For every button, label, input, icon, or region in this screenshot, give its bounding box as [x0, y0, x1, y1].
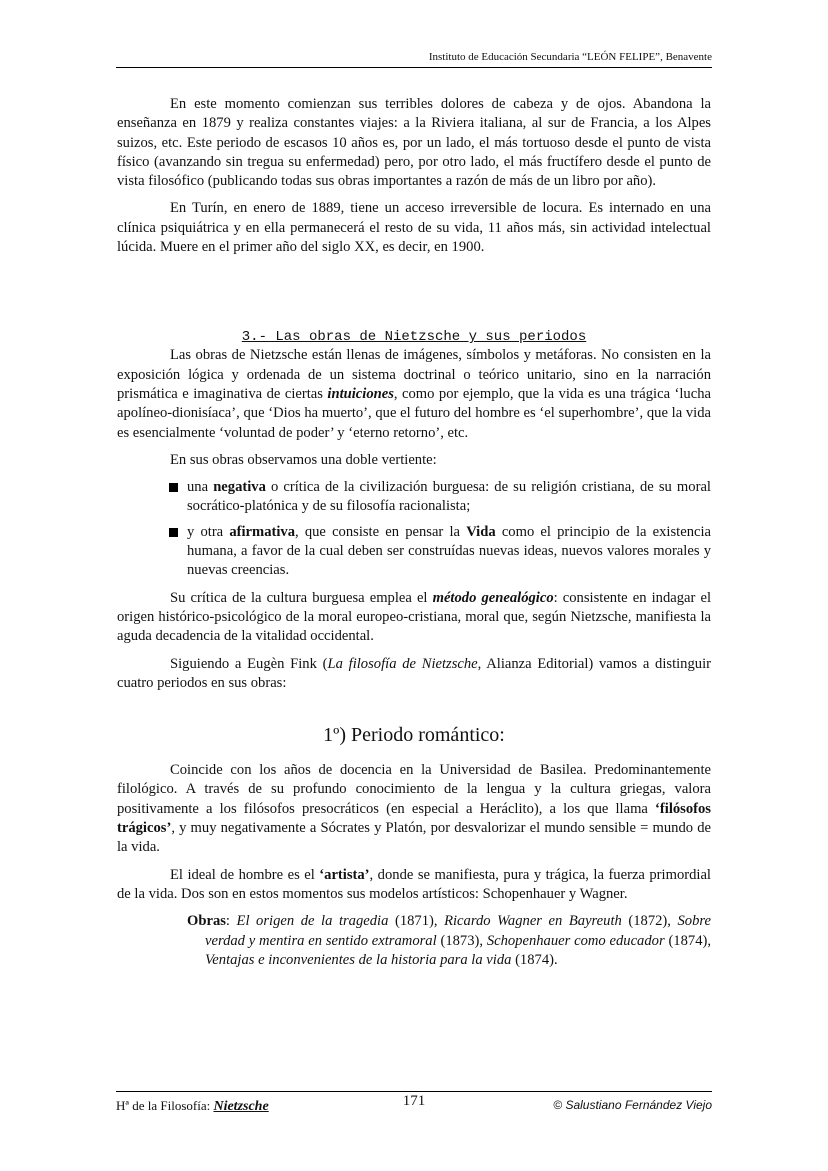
period-title: 1º) Periodo romántico: — [323, 724, 505, 747]
page-header — [116, 50, 712, 68]
section-paragraph-3: Su crítica de la cultura burguesa emplea el método genealógico: consistente en indagar el origen histórico-psicológico de la moral europeo-cristiana, moral que, según Nietzsche, manifiesta la aguda decadencia de la vitalidad occidental. — [117, 589, 711, 645]
list-item: una negativa o crítica de la civilización burguesa: de su religión cristiana, de su moral socrático-platónica y de su filosofía racionalista; — [117, 478, 711, 517]
period-paragraph-2: El ideal de hombre es el ‘artista’, donde se manifiesta, pura y trágica, la fuerza primordial de la vida. Dos son en estos momentos sus modelos artísticos: Schopenhauer y Wagner. — [117, 866, 711, 902]
works-list: Obras: El origen de la tragedia (1871), Ricardo Wagner en Bayreuth (1872), Sobre verdad y mentira en sentido extramoral (1873), Schopenhauer como educador (1874), Ventajas e inconvenientes de la historia para la vida (1874). — [187, 913, 711, 968]
section-title: 3.- Las obras de Nietzsche y sus periodos — [241, 329, 587, 346]
section-paragraph-4: Siguiendo a Eugèn Fink (La filosofía de Nietzsche, Alianza Editorial) vamos a distinguir cuatro periodos en sus obras: — [117, 655, 711, 691]
section-paragraph-2: En sus obras observamos una doble vertiente: — [170, 451, 437, 468]
footer-course: Hª de la Filosofía: Nietzsche — [116, 1098, 269, 1114]
bullet-list — [117, 478, 711, 580]
intro-paragraph-1: En este momento comienzan sus terribles dolores de cabeza y de ojos. Abandona la enseñanza en 1879 y realiza constantes viajes: a la Riviera italiana, al sur de Francia, a los Alpes suizos, etc. Este periodo de escasos 10 años es, por un lado, el más tortuoso desde el punto de vista físico (avanzando sin tregua su enfermedad) pero, por otro lado, el más fructífero desde el punto de vista filosófico (publicando todas sus obras importantes a razón de más de un libro por año). — [117, 96, 711, 190]
institute-name: Instituto de Educación Secundaria “LEÓN FELIPE”, Benavente — [428, 51, 712, 63]
period-paragraph-1: Coincide con los años de docencia en la Universidad de Basilea. Predominantemente filológico. A través de su profundo conocimiento de la lengua y la cultura griegas, valora positivamente a los filósofos presocráticos (en especial a Heráclito), a los que llama ‘filósofos trágicos’, y muy negativamente a Sócrates y Platón, por desvalorizar el mundo sensible = mundo de la vida. — [117, 762, 711, 856]
page-footer — [116, 1091, 712, 1116]
main-content — [117, 95, 711, 978]
list-item: y otra afirmativa, que consiste en pensar la Vida como el principio de la existencia humana, a favor de la cual deben ser construídas nuevas ideas, nuevos valores morales y nuevas creencias. — [117, 523, 711, 581]
intro-paragraph-2: En Turín, en enero de 1889, tiene un acceso irreversible de locura. Es internado en una clínica psiquiátrica y en ella permanecerá el resto de su vida, 11 años más, sin actividad intelectual lúcida. Muere en el primer año del siglo XX, es decir, en 1900. — [117, 200, 711, 256]
footer-author: © Salustiano Fernández Viejo — [553, 1098, 712, 1112]
square-bullet-icon — [169, 483, 178, 492]
square-bullet-icon — [169, 528, 178, 537]
section-paragraph-1: Las obras de Nietzsche están llenas de imágenes, símbolos y metáforas. No consisten en la exposición lógica y ordenada de un sistema doctrinal o teórico unitario, sino en la narración prismática e imaginativa de ciertas intuiciones, como por ejemplo, que la vida es una trágica ‘lucha apolíneo-dionisíaca’, que ‘Dios ha muerto’, que el futuro del hombre es ‘el superhombre’, que la vida es esencialmente ‘voluntad de poder’ y ‘eterno retorno’, etc. — [117, 347, 711, 441]
emphasis-intuiciones: intuiciones — [327, 385, 394, 402]
page-number: 171 — [402, 1093, 426, 1109]
